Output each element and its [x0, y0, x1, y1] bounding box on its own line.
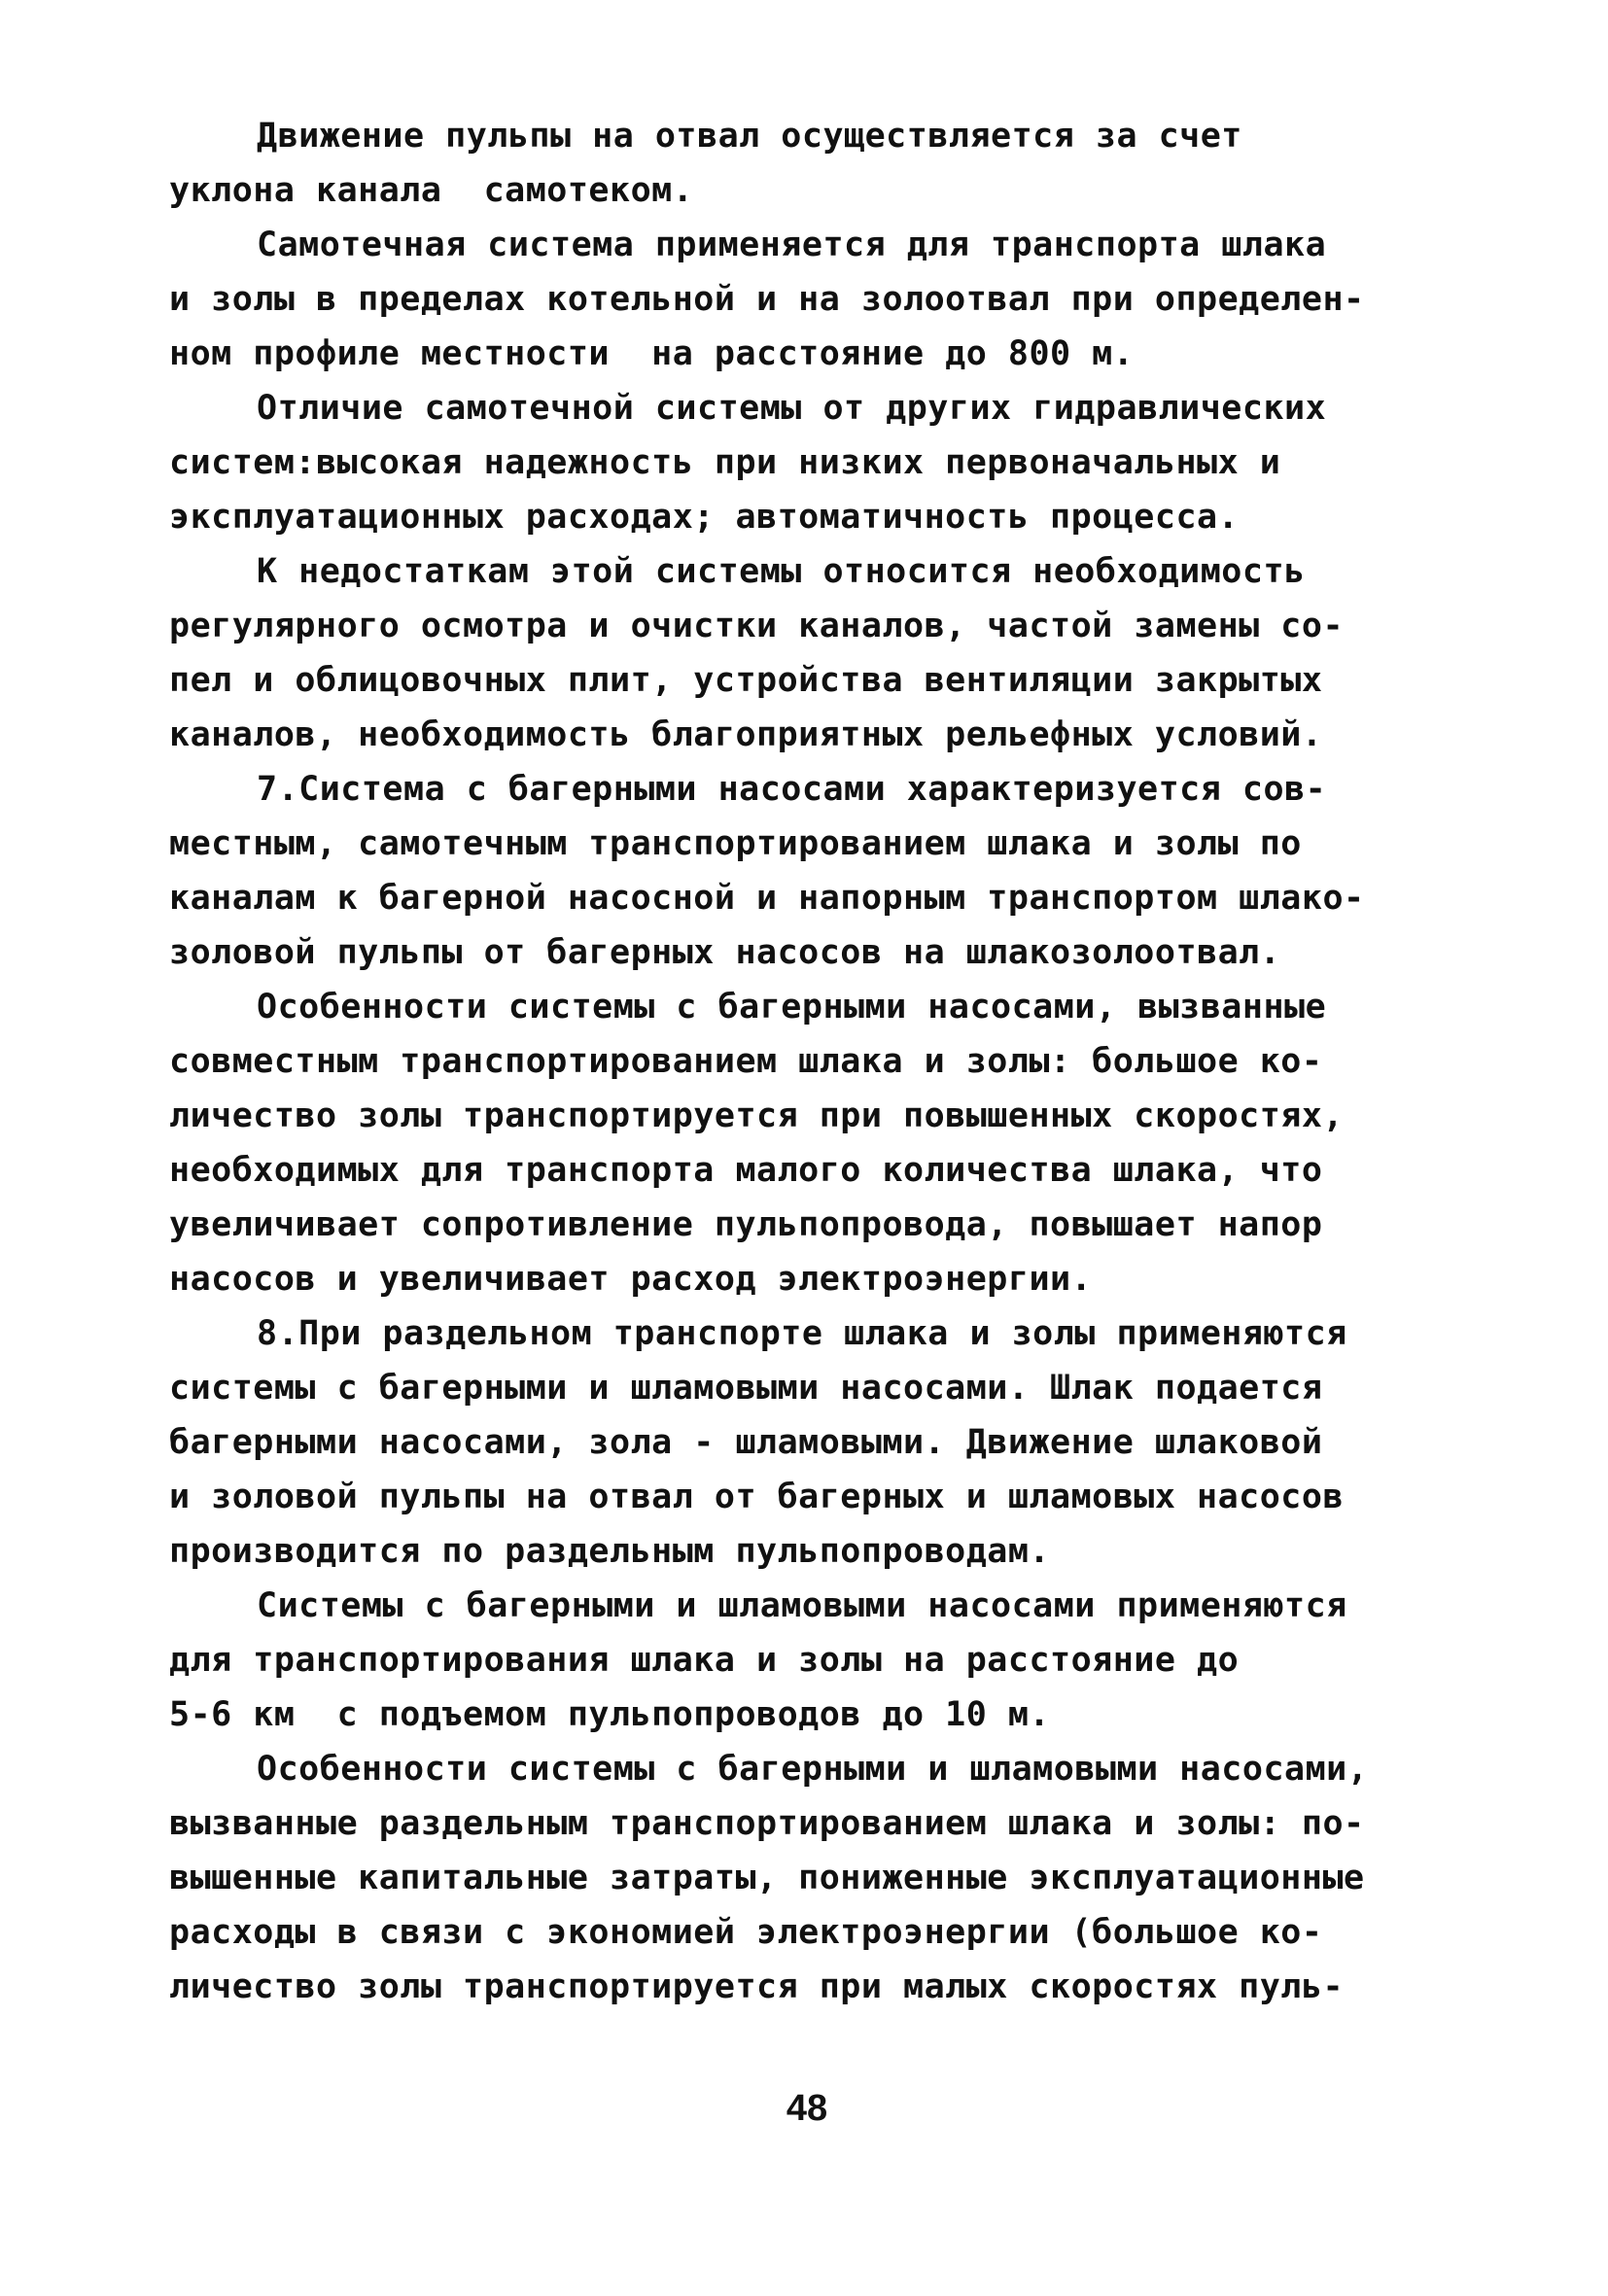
- text-line: личество золы транспортируется при малых скоростях пуль-: [169, 1967, 1345, 2006]
- text-line: увеличивает сопротивление пульпопровода, повышает напор: [169, 1205, 1323, 1244]
- page-number: 48: [786, 2088, 828, 2129]
- text-line: Особенности системы с багерными и шламовыми насосами,: [257, 1750, 1369, 1789]
- text-line: К недостаткам этой системы относится необходимость: [257, 552, 1306, 591]
- text-line: пел и облицовочных плит, устройства вентиляции закрытых: [169, 661, 1323, 700]
- text-line: расходы в связи с экономией электроэнергии (большое ко-: [169, 1913, 1323, 1952]
- text-line: 7.Система с багерными насосами характеризуется сов-: [257, 770, 1327, 809]
- text-line: Системы с багерными и шламовыми насосами применяются: [257, 1586, 1347, 1625]
- text-line: регулярного осмотра и очистки каналов, частой замены со-: [169, 607, 1345, 645]
- text-line: вызванные раздельным транспортированием шлака и золы: по-: [169, 1804, 1365, 1843]
- text-line: 8.При раздельном транспорте шлака и золы применяются: [257, 1314, 1347, 1353]
- text-line: золовой пульпы от багерных насосов на шлакозолоотвал.: [169, 933, 1281, 972]
- text-line: уклона канала самотеком.: [169, 171, 694, 210]
- body-text: [169, 109, 1452, 2014]
- text-line: Особенности системы с багерными насосами, вызванные: [257, 988, 1327, 1026]
- text-line: и золы в пределах котельной и на золоотвал при определен-: [169, 280, 1365, 319]
- text-line: совместным транспортированием шлака и золы: большое ко-: [169, 1042, 1323, 1081]
- text-line: вышенные капитальные затраты, пониженные эксплуатационные: [169, 1859, 1365, 1897]
- text-line: 5-6 км с подъемом пульпопроводов до 10 м.: [169, 1695, 1051, 1734]
- text-line: ном профиле местности на расстояние до 800 м.: [169, 334, 1135, 373]
- text-line: производится по раздельным пульпопроводам.: [169, 1532, 1051, 1571]
- text-line: системы с багерными и шламовыми насосами. Шлак подается: [169, 1369, 1323, 1408]
- text-line: необходимых для транспорта малого количества шлака, что: [169, 1151, 1323, 1190]
- text-line: Самотечная система применяется для транспорта шлака: [257, 226, 1327, 264]
- text-line: каналов, необходимость благоприятных рельефных условий.: [169, 715, 1323, 754]
- text-line: систем:высокая надежность при низких первоначальных и: [169, 443, 1281, 482]
- text-line: Отличие самотечной системы от других гидравлических: [257, 389, 1327, 428]
- text-line: каналам к багерной насосной и напорным транспортом шлако-: [169, 879, 1365, 918]
- text-line: насосов и увеличивает расход электроэнергии.: [169, 1260, 1093, 1299]
- text-line: местным, самотечным транспортированием шлака и золы по: [169, 824, 1302, 863]
- text-line: и золовой пульпы на отвал от багерных и шламовых насосов: [169, 1478, 1345, 1516]
- text-line: эксплуатационных расходах; автоматичность процесса.: [169, 498, 1240, 537]
- text-line: багерными насосами, зола - шламовыми. Движение шлаковой: [169, 1423, 1323, 1462]
- text-line: для транспортирования шлака и золы на расстояние до: [169, 1641, 1240, 1680]
- text-line: личество золы транспортируется при повышенных скоростях,: [169, 1096, 1345, 1135]
- text-line: Движение пульпы на отвал осуществляется за счет: [257, 117, 1242, 156]
